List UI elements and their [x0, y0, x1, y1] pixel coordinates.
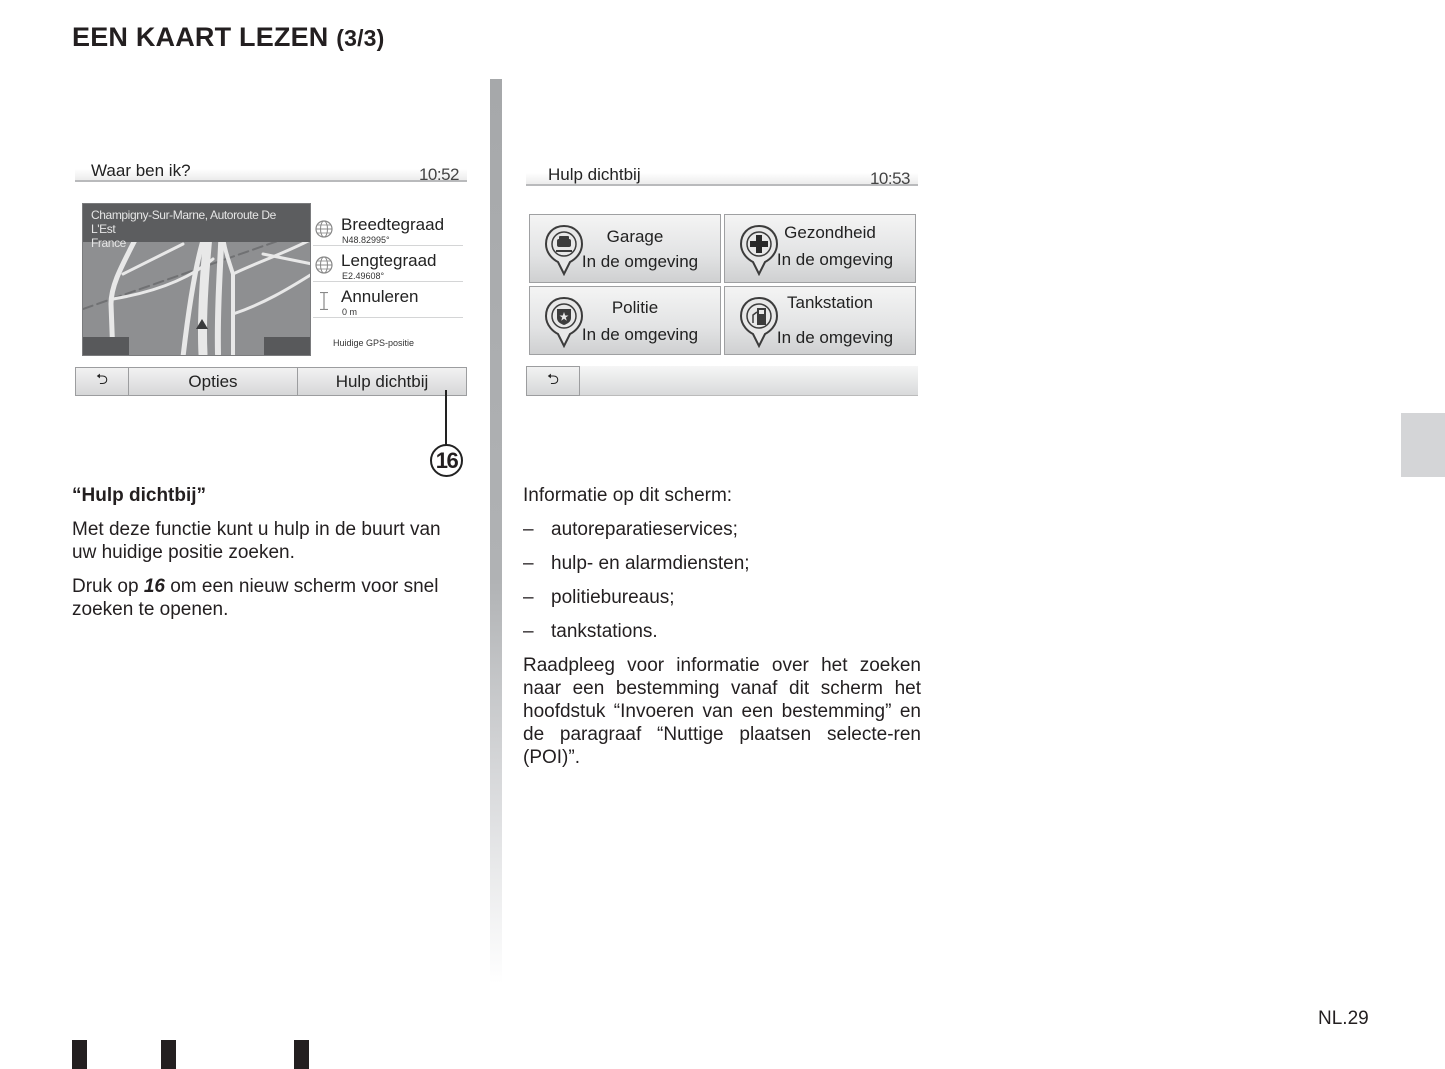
- list-dash: –: [523, 553, 534, 574]
- list-dash: –: [523, 519, 534, 540]
- list-dash: –: [523, 621, 534, 642]
- list-item-text: hulp- en alarmdiensten;: [551, 553, 750, 574]
- back-button[interactable]: [75, 367, 129, 396]
- info-label: Breedtegraad: [341, 215, 445, 234]
- page-title-suffix: (3/3): [336, 25, 385, 51]
- screen-header: [75, 152, 467, 182]
- screen-clock: 10:52: [418, 165, 459, 184]
- screen-header: [526, 156, 918, 186]
- tile-fuel-station[interactable]: [724, 286, 916, 355]
- info-item-latitude[interactable]: [313, 210, 463, 246]
- gps-position-label: Huidige GPS-positie: [333, 338, 415, 348]
- tile-subtitle: In de omgeving: [776, 328, 894, 347]
- tile-garage[interactable]: [529, 214, 721, 283]
- screen-title: Hulp dichtbij: [548, 165, 641, 184]
- screen-where-am-i: [75, 152, 467, 398]
- list-item-text: tankstations.: [551, 621, 658, 642]
- page-title-main: EEN KAART LEZEN: [72, 22, 329, 52]
- info-intro: Informatie op dit scherm:: [523, 485, 733, 506]
- instruction-reference: 16: [143, 576, 165, 597]
- screen-help-nearby: [526, 156, 918, 398]
- tile-title: Garage: [606, 227, 664, 246]
- list-item-text: politiebureaus;: [551, 587, 675, 608]
- tile-subtitle: In de omgeving: [776, 250, 894, 269]
- section-tab-marker: [1401, 413, 1445, 477]
- list-dash: –: [523, 587, 534, 608]
- position-info-list: [313, 210, 463, 318]
- print-mark: [161, 1040, 176, 1069]
- tile-health[interactable]: [724, 214, 916, 283]
- instruction-suffix: om een nieuw scherm voor snel zoeken te openen.: [72, 576, 439, 620]
- back-arrow-icon: ⮌: [546, 370, 559, 388]
- column-divider: [490, 79, 502, 984]
- callout-number-16: 16: [430, 444, 463, 477]
- info-item-longitude[interactable]: [313, 246, 463, 282]
- tile-police[interactable]: [529, 286, 721, 355]
- callout-line: [445, 390, 447, 446]
- tile-subtitle: In de omgeving: [581, 252, 699, 271]
- screen-clock: 10:53: [869, 169, 910, 188]
- paragraph-description: Met deze functie kunt u hulp in de buurt van uw huidige positie zoeken.: [72, 519, 441, 563]
- section-heading: “Hulp dichtbij”: [72, 485, 207, 506]
- screen-button-bar: [526, 366, 918, 396]
- screen-title: Waar ben ik?: [91, 161, 191, 180]
- map-location-label: [83, 204, 310, 250]
- screen-button-bar: [75, 367, 467, 396]
- tile-title: Politie: [611, 298, 659, 317]
- tile-title: Tankstation: [787, 293, 873, 312]
- list-item-text: autoreparatieservices;: [551, 519, 738, 540]
- options-button[interactable]: Opties: [129, 367, 298, 396]
- tile-subtitle: In de omgeving: [581, 325, 699, 344]
- page-number: NL.29: [1318, 1008, 1369, 1029]
- map-location-line1: Champigny-Sur-Marne, Autoroute De L'Est: [91, 208, 276, 236]
- info-value: E2.49608°: [342, 271, 385, 281]
- print-mark: [294, 1040, 309, 1069]
- paragraph-instruction: [72, 575, 470, 621]
- map-corner-right: [264, 337, 310, 355]
- back-button[interactable]: [526, 366, 580, 396]
- paragraph-reference: Raadpleeg voor informatie over het zoeken naar een bestemming vanaf dit scherm het hoofdstuk “Invoeren van een bestemming” en de paragraaf “Nuttige plaatsen selecte-ren (POI)”.: [523, 655, 921, 768]
- back-arrow-icon: ⮌: [95, 371, 108, 388]
- info-item-altitude[interactable]: [313, 282, 463, 318]
- globe-icon: [315, 220, 333, 238]
- info-value: N48.82995°: [342, 235, 390, 245]
- map-view[interactable]: [82, 203, 311, 356]
- page-title: [72, 22, 385, 53]
- globe-icon: [315, 256, 333, 274]
- tile-title: Gezondheid: [784, 223, 876, 242]
- instruction-prefix: Druk op: [72, 576, 144, 597]
- info-label: Lengtegraad: [341, 251, 437, 270]
- help-nearby-button[interactable]: Hulp dichtbij: [298, 367, 467, 396]
- print-mark: [72, 1040, 87, 1069]
- info-label: Annuleren: [341, 287, 419, 306]
- map-corner-left: [83, 337, 129, 355]
- map-location-line2: France: [91, 236, 126, 250]
- altitude-icon: [315, 292, 333, 310]
- info-value: 0 m: [342, 307, 358, 317]
